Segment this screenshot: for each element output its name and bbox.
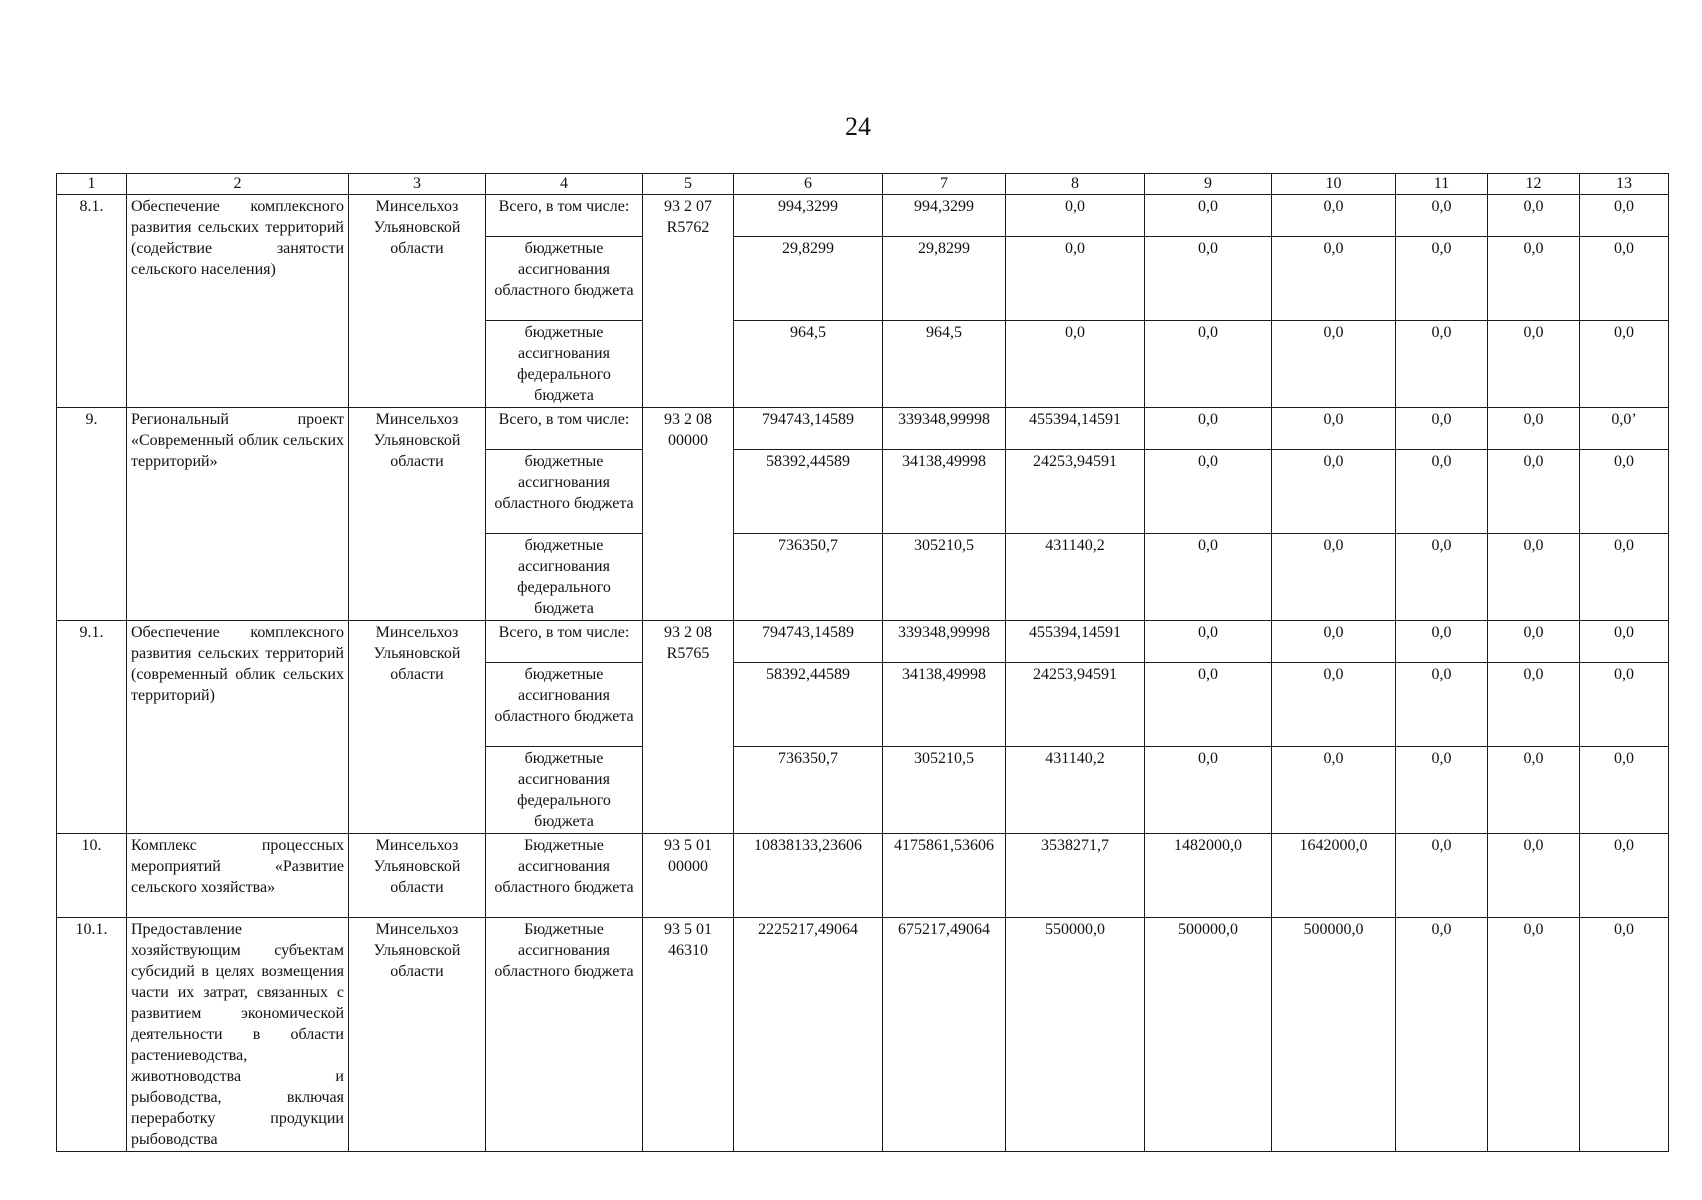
amount-cell: 4175861,53606 bbox=[883, 834, 1006, 918]
amount-cell: 0,0 bbox=[1488, 663, 1580, 747]
amount-cell: 994,3299 bbox=[883, 195, 1006, 237]
amount-cell: 0,0 bbox=[1580, 747, 1669, 834]
table-row bbox=[57, 918, 1669, 1152]
amount-cell: 0,0 bbox=[1145, 408, 1272, 450]
amount-cell: 0,0 bbox=[1580, 834, 1669, 918]
amount-cell: 339348,99998 bbox=[883, 408, 1006, 450]
measure-name: Обеспечение комплексного развития сельских территорий (современный облик сельских территорий) bbox=[127, 621, 349, 834]
amount-cell: 29,8299 bbox=[883, 237, 1006, 321]
amount-cell: 3538271,7 bbox=[1006, 834, 1145, 918]
amount-cell: 34138,49998 bbox=[883, 663, 1006, 747]
budget-code: 93 5 01 46310 bbox=[643, 918, 734, 1152]
amount-cell: 0,0 bbox=[1145, 321, 1272, 408]
amount-cell: 0,0 bbox=[1580, 237, 1669, 321]
column-header: 8 bbox=[1006, 174, 1145, 195]
page-number: 24 bbox=[845, 112, 871, 141]
amount-cell: 0,0’ bbox=[1580, 408, 1669, 450]
amount-cell: 0,0 bbox=[1272, 237, 1396, 321]
amount-cell: 964,5 bbox=[883, 321, 1006, 408]
column-header: 4 bbox=[486, 174, 643, 195]
amount-cell: 0,0 bbox=[1145, 747, 1272, 834]
budget-code: 93 2 08 R5765 bbox=[643, 621, 734, 834]
amount-cell: 1642000,0 bbox=[1272, 834, 1396, 918]
amount-cell: 431140,2 bbox=[1006, 534, 1145, 621]
amount-cell: 2225217,49064 bbox=[734, 918, 883, 1152]
row-number: 8.1. bbox=[57, 195, 127, 408]
amount-cell: 794743,14589 bbox=[734, 408, 883, 450]
amount-cell: 0,0 bbox=[1580, 918, 1669, 1152]
amount-cell: 0,0 bbox=[1488, 834, 1580, 918]
column-header: 10 bbox=[1272, 174, 1396, 195]
table-row bbox=[57, 408, 1669, 450]
amount-cell: 0,0 bbox=[1488, 195, 1580, 237]
amount-cell: 0,0 bbox=[1272, 408, 1396, 450]
amount-cell: 794743,14589 bbox=[734, 621, 883, 663]
amount-cell: 431140,2 bbox=[1006, 747, 1145, 834]
amount-cell: 0,0 bbox=[1396, 918, 1488, 1152]
amount-cell: 58392,44589 bbox=[734, 663, 883, 747]
measure-name: Региональный проект «Современный облик сельских территорий» bbox=[127, 408, 349, 621]
amount-cell: 0,0 bbox=[1006, 237, 1145, 321]
amount-cell: 0,0 bbox=[1272, 321, 1396, 408]
amount-cell: 0,0 bbox=[1488, 621, 1580, 663]
budget-code: 93 5 01 00000 bbox=[643, 834, 734, 918]
amount-cell: 736350,7 bbox=[734, 534, 883, 621]
amount-cell: 0,0 bbox=[1488, 534, 1580, 621]
row-number: 10.1. bbox=[57, 918, 127, 1152]
amount-cell: 0,0 bbox=[1488, 747, 1580, 834]
amount-cell: 0,0 bbox=[1396, 408, 1488, 450]
amount-cell: 305210,5 bbox=[883, 534, 1006, 621]
amount-cell: 1482000,0 bbox=[1145, 834, 1272, 918]
amount-cell: 0,0 bbox=[1488, 237, 1580, 321]
executor: Минсельхоз Ульяновской области bbox=[349, 408, 486, 621]
measure-name: Предоставление хозяйствующим субъектам субсидий в целях возмещения части их затрат, связанных с развитием экономической деятельности в области растениеводства, животноводства и рыбоводства, включая переработку продукции рыбоводства bbox=[127, 918, 349, 1152]
budget-code: 93 2 08 00000 bbox=[643, 408, 734, 621]
amount-cell: 994,3299 bbox=[734, 195, 883, 237]
amount-cell: 0,0 bbox=[1580, 195, 1669, 237]
funding-source: Бюджетные ассигнования областного бюджета bbox=[486, 834, 643, 918]
executor: Минсельхоз Ульяновской области bbox=[349, 834, 486, 918]
funding-source: Всего, в том числе: bbox=[486, 408, 643, 450]
funding-source: Бюджетные ассигнования областного бюджета bbox=[486, 918, 643, 1152]
amount-cell: 455394,14591 bbox=[1006, 621, 1145, 663]
column-header: 7 bbox=[883, 174, 1006, 195]
amount-cell: 0,0 bbox=[1488, 918, 1580, 1152]
column-header: 6 bbox=[734, 174, 883, 195]
executor: Минсельхоз Ульяновской области bbox=[349, 918, 486, 1152]
amount-cell: 550000,0 bbox=[1006, 918, 1145, 1152]
column-header: 11 bbox=[1396, 174, 1488, 195]
amount-cell: 0,0 bbox=[1272, 534, 1396, 621]
funding-source: бюджетные ассигнования областного бюджета bbox=[486, 663, 643, 747]
column-header: 3 bbox=[349, 174, 486, 195]
column-header: 9 bbox=[1145, 174, 1272, 195]
amount-cell: 500000,0 bbox=[1145, 918, 1272, 1152]
amount-cell: 455394,14591 bbox=[1006, 408, 1145, 450]
amount-cell: 0,0 bbox=[1145, 237, 1272, 321]
amount-cell: 0,0 bbox=[1145, 195, 1272, 237]
row-number: 10. bbox=[57, 834, 127, 918]
amount-cell: 0,0 bbox=[1396, 534, 1488, 621]
column-header: 2 bbox=[127, 174, 349, 195]
amount-cell: 0,0 bbox=[1580, 321, 1669, 408]
amount-cell: 0,0 bbox=[1396, 450, 1488, 534]
row-number: 9.1. bbox=[57, 621, 127, 834]
executor: Минсельхоз Ульяновской области bbox=[349, 195, 486, 408]
column-header-row bbox=[57, 174, 1669, 195]
amount-cell: 0,0 bbox=[1006, 321, 1145, 408]
amount-cell: 0,0 bbox=[1396, 195, 1488, 237]
amount-cell: 736350,7 bbox=[734, 747, 883, 834]
amount-cell: 0,0 bbox=[1396, 237, 1488, 321]
amount-cell: 0,0 bbox=[1272, 621, 1396, 663]
funding-source: Всего, в том числе: bbox=[486, 195, 643, 237]
column-header: 5 bbox=[643, 174, 734, 195]
amount-cell: 10838133,23606 bbox=[734, 834, 883, 918]
amount-cell: 0,0 bbox=[1272, 195, 1396, 237]
amount-cell: 0,0 bbox=[1396, 834, 1488, 918]
amount-cell: 0,0 bbox=[1396, 621, 1488, 663]
amount-cell: 0,0 bbox=[1396, 747, 1488, 834]
column-header: 12 bbox=[1488, 174, 1580, 195]
amount-cell: 29,8299 bbox=[734, 237, 883, 321]
amount-cell: 0,0 bbox=[1272, 663, 1396, 747]
amount-cell: 305210,5 bbox=[883, 747, 1006, 834]
table-row bbox=[57, 834, 1669, 918]
measure-name: Комплекс процессных мероприятий «Развитие сельского хозяйства» bbox=[127, 834, 349, 918]
measure-name: Обеспечение комплексного развития сельских территорий (содействие занятости сельского населения) bbox=[127, 195, 349, 408]
funding-source: бюджетные ассигнования областного бюджета bbox=[486, 450, 643, 534]
amount-cell: 0,0 bbox=[1488, 321, 1580, 408]
amount-cell: 24253,94591 bbox=[1006, 663, 1145, 747]
amount-cell: 0,0 bbox=[1580, 534, 1669, 621]
amount-cell: 0,0 bbox=[1580, 663, 1669, 747]
funding-source: бюджетные ассигнования федерального бюджета bbox=[486, 321, 643, 408]
executor: Минсельхоз Ульяновской области bbox=[349, 621, 486, 834]
amount-cell: 0,0 bbox=[1488, 408, 1580, 450]
funding-source: бюджетные ассигнования федерального бюджета bbox=[486, 747, 643, 834]
amount-cell: 675217,49064 bbox=[883, 918, 1006, 1152]
budget-table bbox=[56, 173, 1669, 1152]
amount-cell: 58392,44589 bbox=[734, 450, 883, 534]
table-row bbox=[57, 195, 1669, 237]
amount-cell: 339348,99998 bbox=[883, 621, 1006, 663]
amount-cell: 0,0 bbox=[1580, 621, 1669, 663]
amount-cell: 0,0 bbox=[1145, 621, 1272, 663]
amount-cell: 0,0 bbox=[1272, 450, 1396, 534]
funding-source: Всего, в том числе: bbox=[486, 621, 643, 663]
budget-code: 93 2 07 R5762 bbox=[643, 195, 734, 408]
amount-cell: 0,0 bbox=[1145, 663, 1272, 747]
amount-cell: 500000,0 bbox=[1272, 918, 1396, 1152]
column-header: 13 bbox=[1580, 174, 1669, 195]
amount-cell: 0,0 bbox=[1006, 195, 1145, 237]
amount-cell: 0,0 bbox=[1580, 450, 1669, 534]
column-header: 1 bbox=[57, 174, 127, 195]
amount-cell: 0,0 bbox=[1145, 534, 1272, 621]
amount-cell: 24253,94591 bbox=[1006, 450, 1145, 534]
amount-cell: 0,0 bbox=[1396, 663, 1488, 747]
row-number: 9. bbox=[57, 408, 127, 621]
amount-cell: 0,0 bbox=[1272, 747, 1396, 834]
funding-source: бюджетные ассигнования областного бюджета bbox=[486, 237, 643, 321]
amount-cell: 34138,49998 bbox=[883, 450, 1006, 534]
table-row bbox=[57, 621, 1669, 663]
amount-cell: 0,0 bbox=[1396, 321, 1488, 408]
amount-cell: 0,0 bbox=[1488, 450, 1580, 534]
amount-cell: 964,5 bbox=[734, 321, 883, 408]
amount-cell: 0,0 bbox=[1145, 450, 1272, 534]
funding-source: бюджетные ассигнования федерального бюджета bbox=[486, 534, 643, 621]
